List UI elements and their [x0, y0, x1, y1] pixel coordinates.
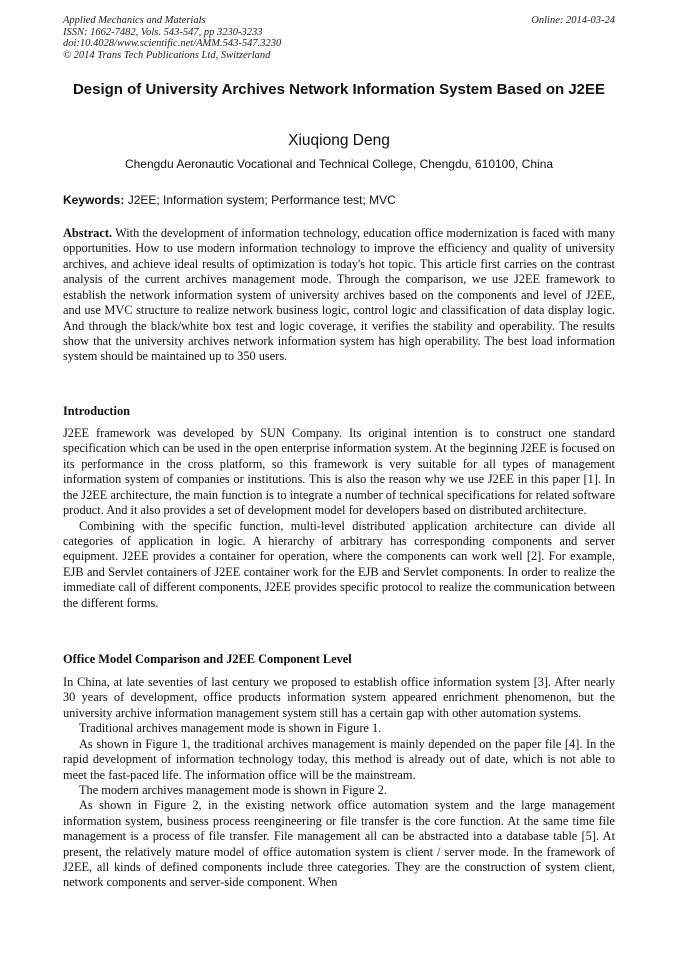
keywords: [63, 193, 615, 207]
abstract: [63, 226, 615, 365]
paragraph: As shown in Figure 2, in the existing network office automation system and the large management information system, business process reengineering or file transfer is the core function. At the same time file management is a process of file transfer. File management all can be abstracted into a database table [5]. At present, the relatively mature model of office automation system is client / server mode. In the framework of J2EE, all kinds of defined components include three categories. They are the construction of system client, network components and server-side component. When: [63, 798, 615, 890]
abstract-text: With the development of information technology, education office modernization is faced with many opportunities. How to use modern information technology to improve the efficiency and quality of university archives, and achieve ideal results of optimization is today's hot topic. This article first carries on the contrast analysis of the current archives management mode. Through the comparison, we use J2EE framework to establish the network information system of university archives based on the components and level of J2EE, and use MVC structure to realize network business logic, control logic and classification of data display logic. And through the black/white box test and logic coverage, it verifies the stability and operability. The results show that the university archives network information system has high operability. The best load information system should be maintained up to 350 users.: [63, 226, 615, 364]
section2-body: [63, 675, 615, 891]
paragraph: J2EE framework was developed by SUN Company. Its original intention is to construct one standard specification which can be used in the open enterprise information system. At the beginning J2EE is focused on its performance in the cross platform, so this framework is very suitable for all types of management information system of companies or institutions. This is also the reason why we use J2EE in this paper [1]. In the J2EE architecture, the main function is to integrate a number of technical specifications for related software product. And it also provides a set of development model for developers based on distributed architecture.: [63, 426, 615, 518]
keywords-label: Keywords:: [63, 193, 125, 207]
author-name: Xiuqiong Deng: [288, 132, 390, 149]
doi-line: doi:10.4028/www.scientific.net/AMM.543-547.3230: [63, 38, 282, 49]
paragraph: Traditional archives management mode is shown in Figure 1.: [79, 721, 382, 736]
journal-header: [63, 15, 615, 61]
journal-name: Applied Mechanics and Materials: [63, 15, 206, 26]
introduction-heading: Introduction: [63, 404, 130, 418]
keywords-text: J2EE; Information system; Performance test; MVC: [124, 193, 396, 207]
paper-title: Design of University Archives Network Information System Based on J2EE: [72, 81, 606, 98]
author-affiliation: Chengdu Aeronautic Vocational and Technical College, Chengdu, 610100, China: [124, 157, 554, 171]
online-date: Online: 2014-03-24: [531, 15, 615, 26]
paragraph: Combining with the specific function, multi-level distributed application architecture can divide all categories of application in logic. A hierarchy of arbitrary has corresponding components and server equipment. J2EE provides a container for operation, where the components can work well [2]. For example, EJB and Servlet containers of J2EE container work for the EJB and Servlet components. In order to realize the immediate call of different components, J2EE provides specific protocol to realize the communication between the different forms.: [63, 518, 615, 610]
paragraph: The modern archives management mode is shown in Figure 2.: [79, 782, 387, 797]
section2-heading: Office Model Comparison and J2EE Component Level: [63, 652, 352, 666]
issn-line: ISSN: 1662-7482, Vols. 543-547, pp 3230-3233: [63, 26, 263, 38]
abstract-label: Abstract.: [63, 226, 113, 240]
paragraph: As shown in Figure 1, the traditional archives management is mainly depended on the paper file [4]. In the rapid development of information technology today, this method is already out of date, which is not able to meet the fast-paced life. The information office will be the mainstream.: [63, 736, 615, 782]
introduction-body: [63, 426, 615, 611]
paragraph: In China, at late seventies of last century we proposed to establish office information system [3]. After nearly 30 years of development, office products information system appeared enrichment phenomenon, but the university archive information management system still has a certain gap with other automation systems.: [63, 675, 615, 720]
copyright-line: © 2014 Trans Tech Publications Ltd, Switzerland: [63, 49, 271, 61]
